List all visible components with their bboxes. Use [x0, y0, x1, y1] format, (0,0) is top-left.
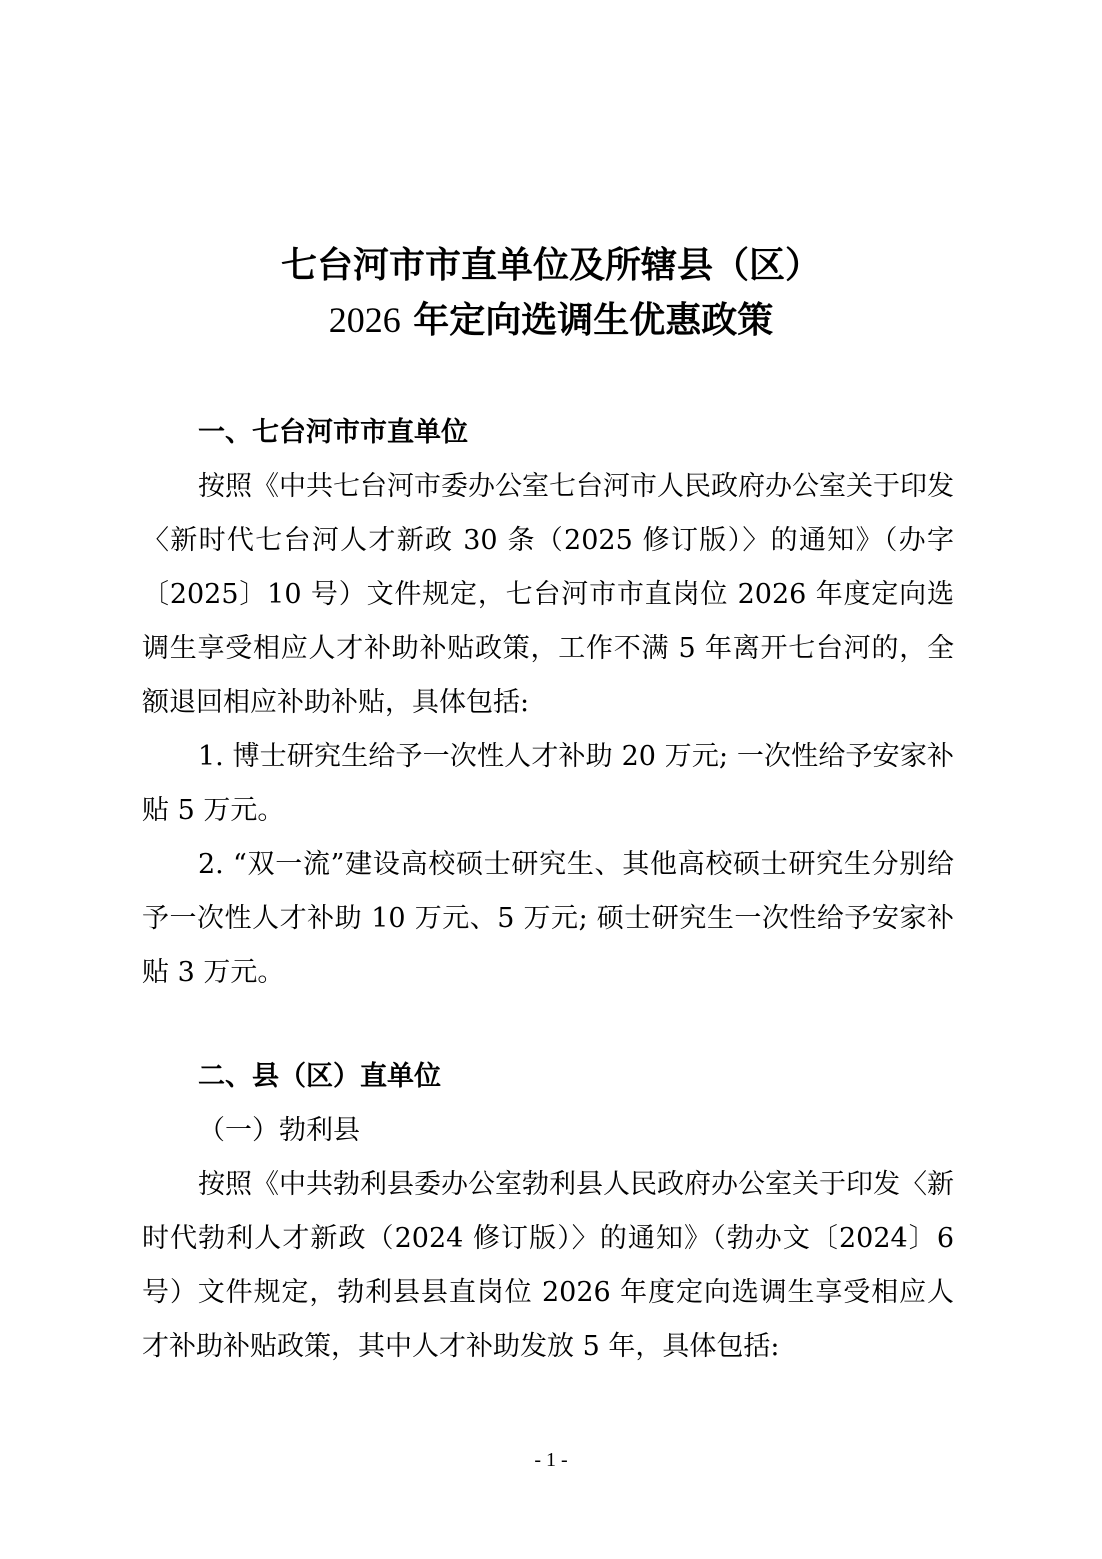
page-number: - 1 -	[534, 1449, 568, 1471]
document-title-line2	[0, 302, 1102, 339]
document-title-line1: 七台河市市直单位及所辖县（区）	[280, 245, 821, 286]
section1-heading: 一、七台河市市直单位	[198, 417, 468, 448]
section1-item2: 2. “双一流”建设高校硕士研究生、其他高校硕士研究生分别给予一次性人才补助 10 万元、5 万元; 硕士研究生一次性给予安家补贴 3 万元。	[142, 849, 954, 988]
section2-subheading: （一）勃利县	[198, 1115, 360, 1146]
section1-item1: 1. 博士研究生给予一次性人才补助 20 万元; 一次性给予安家补贴 5 万元。	[142, 741, 954, 826]
document-title-year: 2026	[328, 300, 401, 340]
section2-paragraph: 按照《中共勃利县委办公室勃利县人民政府办公室关于印发〈新时代勃利人才新政（2024 修订版）〉的通知》（勃办文〔2024〕6 号）文件规定，勃利县县直岗位 2026 年度定向选调生享受相应人才补助补贴政策，其中人才补助发放 5 年，具体包括:	[142, 1169, 954, 1362]
section1-paragraph: 按照《中共七台河市委办公室七台河市人民政府办公室关于印发〈新时代七台河人才新政 30 条（2025 修订版）〉的通知》（办字〔2025〕10 号）文件规定，七台河市市直岗位 2026 年度定向选调生享受相应人才补助补贴政策，工作不满 5 年离开七台河的，全额退回相应补助补贴，具体包括:	[142, 471, 954, 718]
section2-heading: 二、县（区）直单位	[198, 1061, 441, 1092]
document-title-rest: 年定向选调生优惠政策	[400, 300, 774, 341]
